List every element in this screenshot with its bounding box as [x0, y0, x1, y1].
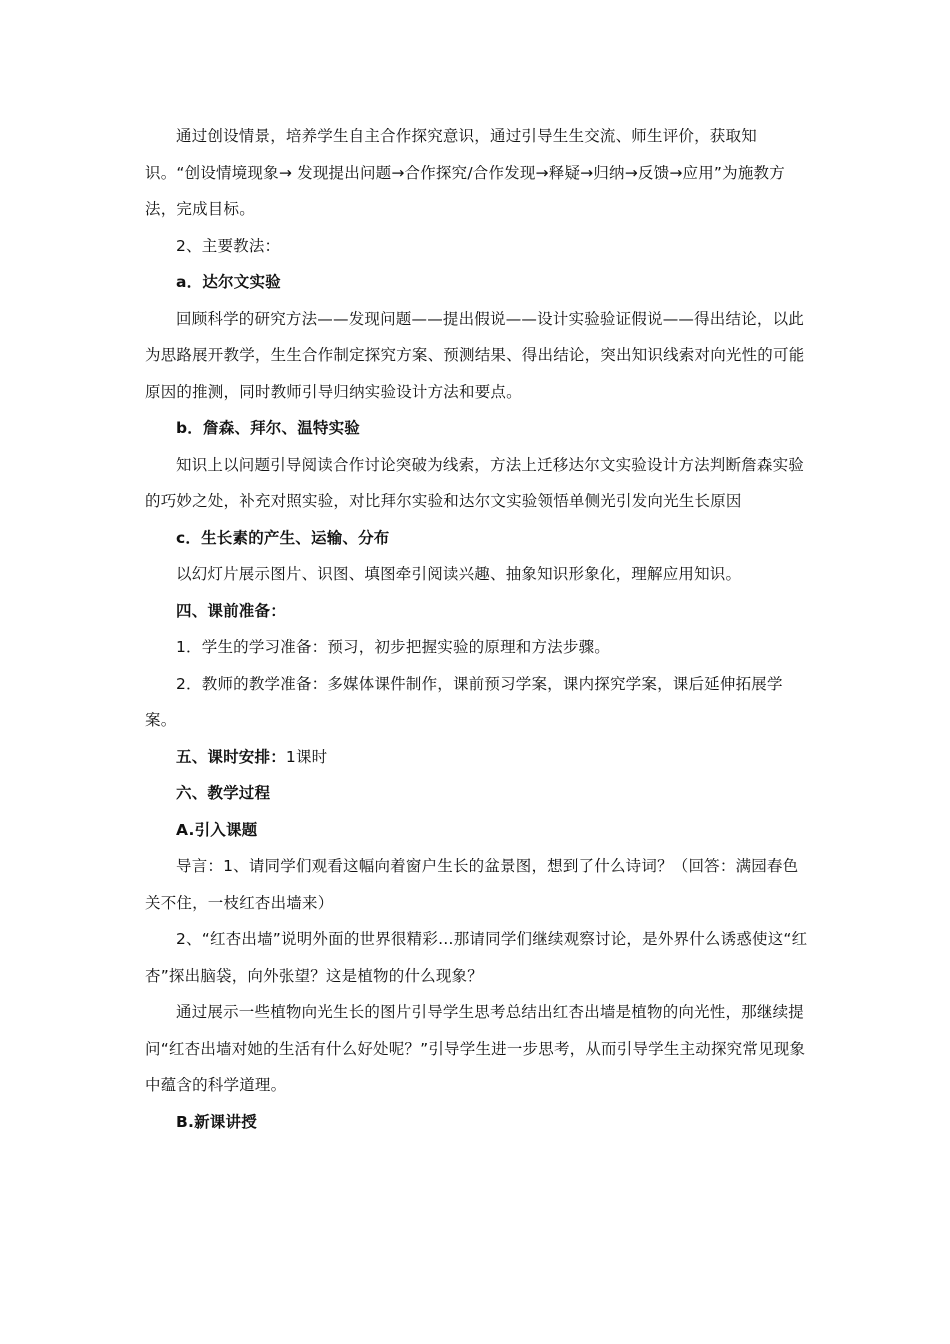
heading-introduction: A.引入课题: [176, 820, 258, 839]
paragraph-phototropism: 通过展示一些植物向光生长的图片引导学生思考总结出红杏出墙是植物的向光性，那继续提问“红杏出墙对她的生活有什么好处呢？”引导学生进一步思考，从而引导学生主动探究常见现象中蕴含的科学道理。: [145, 1003, 806, 1094]
class-hours-value: 1课时: [285, 747, 328, 766]
heading-jensen-experiment: b．詹森、拜尔、温特实验: [176, 419, 360, 437]
paragraph-auxin-method: 以幻灯片展示图片、识图、填图牵引阅读兴趣、抽象知识形象化，理解应用知识。: [176, 565, 742, 583]
heading-new-lesson: B.新课讲授: [176, 1112, 257, 1131]
heading-auxin: c．生长素的产生、运输、分布: [176, 528, 390, 547]
paragraph-teaching-approach: 通过创设情景，培养学生自主合作探究意识，通过引导生生交流、师生评价，获取知识。“创设情境现象→ 发现提出问题→合作探究/合作发现→释疑→归纳→反馈→应用”为施教方法，完成目标。: [145, 127, 785, 218]
paragraph-teacher-preparation: 2．教师的教学准备：多媒体课件制作，课前预习学案，课内探究学案，课后延伸拓展学案。: [145, 674, 783, 729]
heading-teaching-process: 六、教学过程: [176, 784, 271, 802]
paragraph-introduction-question: 导言：1、请同学们观看这幅向着窗户生长的盆景图，想到了什么诗词？（回答：满园春色关不住，一枝红杏出墙来）: [145, 857, 799, 912]
heading-preparation: 四、课前准备：: [176, 601, 286, 620]
paragraph-darwin-method: 回顾科学的研究方法——发现问题——提出假说——设计实验验证假说——得出结论，以此为思路展开教学，生生合作制定探究方案、预测结果、得出结论，突出知识线索对向光性的可能原因的推测，同时教师引导归纳实验设计方法和要点。: [145, 309, 805, 401]
class-hours-label: 五、课时安排：: [176, 747, 286, 766]
paragraph-main-methods: 2、主要教法：: [176, 236, 281, 255]
paragraph-jensen-method: 知识上以问题引导阅读合作讨论突破为线索，方法上迁移达尔文实验设计方法判断詹森实验的巧妙之处，补充对照实验，对比拜尔实验和达尔文实验领悟单侧光引发向光生长原因: [145, 455, 805, 510]
paragraph-student-preparation: 1．学生的学习准备：预习，初步把握实验的原理和方法步骤。: [176, 638, 610, 656]
paragraph-red-apricot: 2、“红杏出墙”说明外面的世界很精彩…那请同学们继续观察讨论，是外界什么诱惑使这“红杏”探出脑袋，向外张望？这是植物的什么现象？: [145, 930, 808, 985]
heading-class-hours: [145, 739, 810, 776]
document-body: [145, 118, 810, 1140]
heading-darwin-experiment: a．达尔文实验: [176, 273, 281, 291]
